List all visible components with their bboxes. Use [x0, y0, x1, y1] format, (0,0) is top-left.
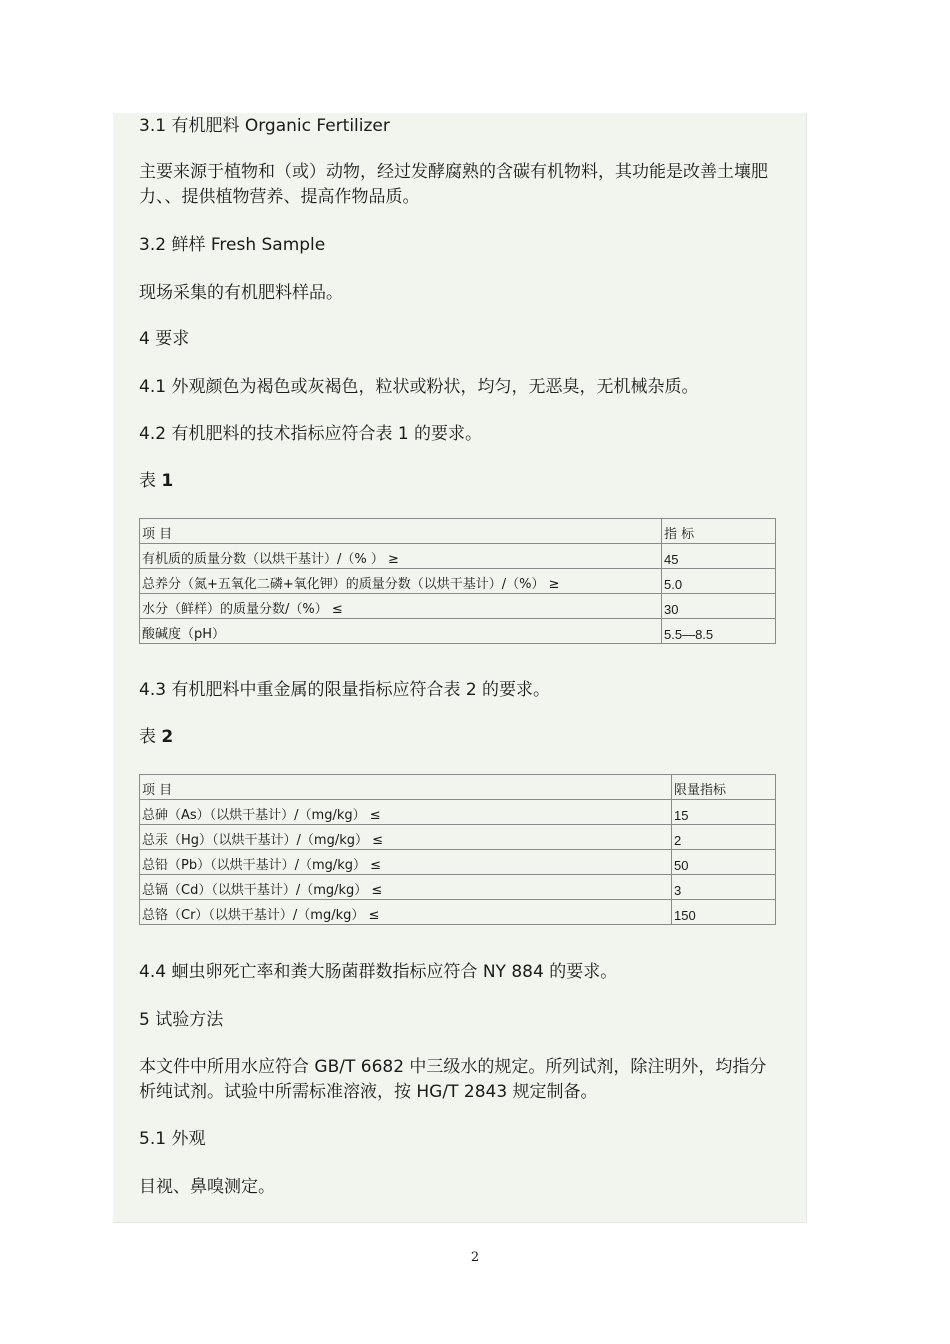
- table-2-cell-value: 150: [672, 900, 776, 925]
- table-1-caption-prefix: 表: [139, 471, 162, 491]
- section-5-1-text: 目视、鼻嗅测定。: [139, 1177, 275, 1197]
- table-1-cell-value: 5.5—8.5: [662, 619, 776, 644]
- table-row: [140, 875, 776, 900]
- table-1-header-item: 项 目: [140, 519, 662, 544]
- section-4-3-text: 4.3 有机肥料中重金属的限量指标应符合表 2 的要求。: [139, 680, 551, 700]
- table-row: [140, 800, 776, 825]
- table-1-cell-item: 总养分（氮+五氧化二磷+氧化钾）的质量分数（以烘干基计）/（%） ≥: [140, 569, 662, 594]
- section-3-1-text: 主要来源于植物和（或）动物，经过发酵腐熟的含碳有机物料，其功能是改善土壤肥力、、提供植物营养、提高作物品质。: [139, 162, 768, 207]
- table-1-header-row: [140, 519, 776, 544]
- section-4-heading: 4 要求: [139, 329, 190, 349]
- table-row: [140, 825, 776, 850]
- table-2-header-item: 项 目: [140, 775, 672, 800]
- section-3-2-text: 现场采集的有机肥料样品。: [139, 283, 343, 303]
- table-2-cell-value: 2: [672, 825, 776, 850]
- table-2-cell-item: 总铬（Cr）（以烘干基计）/（mg/kg） ≤: [140, 900, 672, 925]
- table-2-cell-item: 总镉（Cd）（以烘干基计）/（mg/kg） ≤: [140, 875, 672, 900]
- table-2-header-value: 限量指标: [672, 775, 776, 800]
- table-1-header-value: 指 标: [662, 519, 776, 544]
- table-2-cell-value: 15: [672, 800, 776, 825]
- section-4-2-text: 4.2 有机肥料的技术指标应符合表 1 的要求。: [139, 424, 483, 444]
- table-1-caption-number: 1: [161, 471, 174, 491]
- section-4-1-text: 4.1 外观颜色为褐色或灰褐色，粒状或粉状，均匀，无恶臭，无机械杂质。: [139, 377, 699, 397]
- table-2-cell-value: 3: [672, 875, 776, 900]
- table-2-caption-prefix: 表: [139, 727, 162, 747]
- table-2-cell-item: 总砷（As）（以烘干基计）/（mg/kg） ≤: [140, 800, 672, 825]
- table-2-cell-item: 总铅（Pb）（以烘干基计）/（mg/kg） ≤: [140, 850, 672, 875]
- table-2-caption: [139, 725, 173, 749]
- table-row: [140, 850, 776, 875]
- table-1-cell-value: 30: [662, 594, 776, 619]
- section-5-heading: 5 试验方法: [139, 1010, 224, 1030]
- table-2-caption-number: 2: [161, 727, 174, 747]
- table-row: [140, 544, 776, 569]
- table-2-header-row: [140, 775, 776, 800]
- table-2-cell-value: 50: [672, 850, 776, 875]
- table-2: [139, 774, 776, 925]
- table-row: [140, 594, 776, 619]
- table-1-cell-item: 有机质的质量分数（以烘干基计）/（% ） ≥: [140, 544, 662, 569]
- table-row: [140, 569, 776, 594]
- table-2-cell-item: 总汞（Hg）（以烘干基计）/（mg/kg） ≤: [140, 825, 672, 850]
- table-1-cell-value: 5.0: [662, 569, 776, 594]
- table-row: [140, 619, 776, 644]
- table-1-caption: [139, 469, 173, 493]
- table-1-cell-item: 水分（鲜样）的质量分数/（%） ≤: [140, 594, 662, 619]
- section-3-1-heading: 3.1 有机肥料 Organic Fertilizer: [139, 116, 390, 136]
- page-number: 2: [470, 1250, 480, 1265]
- section-5-1-heading: 5.1 外观: [139, 1129, 206, 1149]
- table-row: [140, 900, 776, 925]
- table-1-cell-item: 酸碱度（pH）: [140, 619, 662, 644]
- table-1-cell-value: 45: [662, 544, 776, 569]
- section-4-4-text: 4.4 蛔虫卵死亡率和粪大肠菌群数指标应符合 NY 884 的要求。: [139, 962, 618, 982]
- section-5-text: 本文件中所用水应符合 GB/T 6682 中三级水的规定。所列试剂，除注明外，均指分析纯试剂。试验中所需标准溶液，按 HG/T 2843 规定制备。: [139, 1057, 767, 1102]
- table-1: [139, 518, 776, 644]
- section-3-2-heading: 3.2 鲜样 Fresh Sample: [139, 235, 326, 255]
